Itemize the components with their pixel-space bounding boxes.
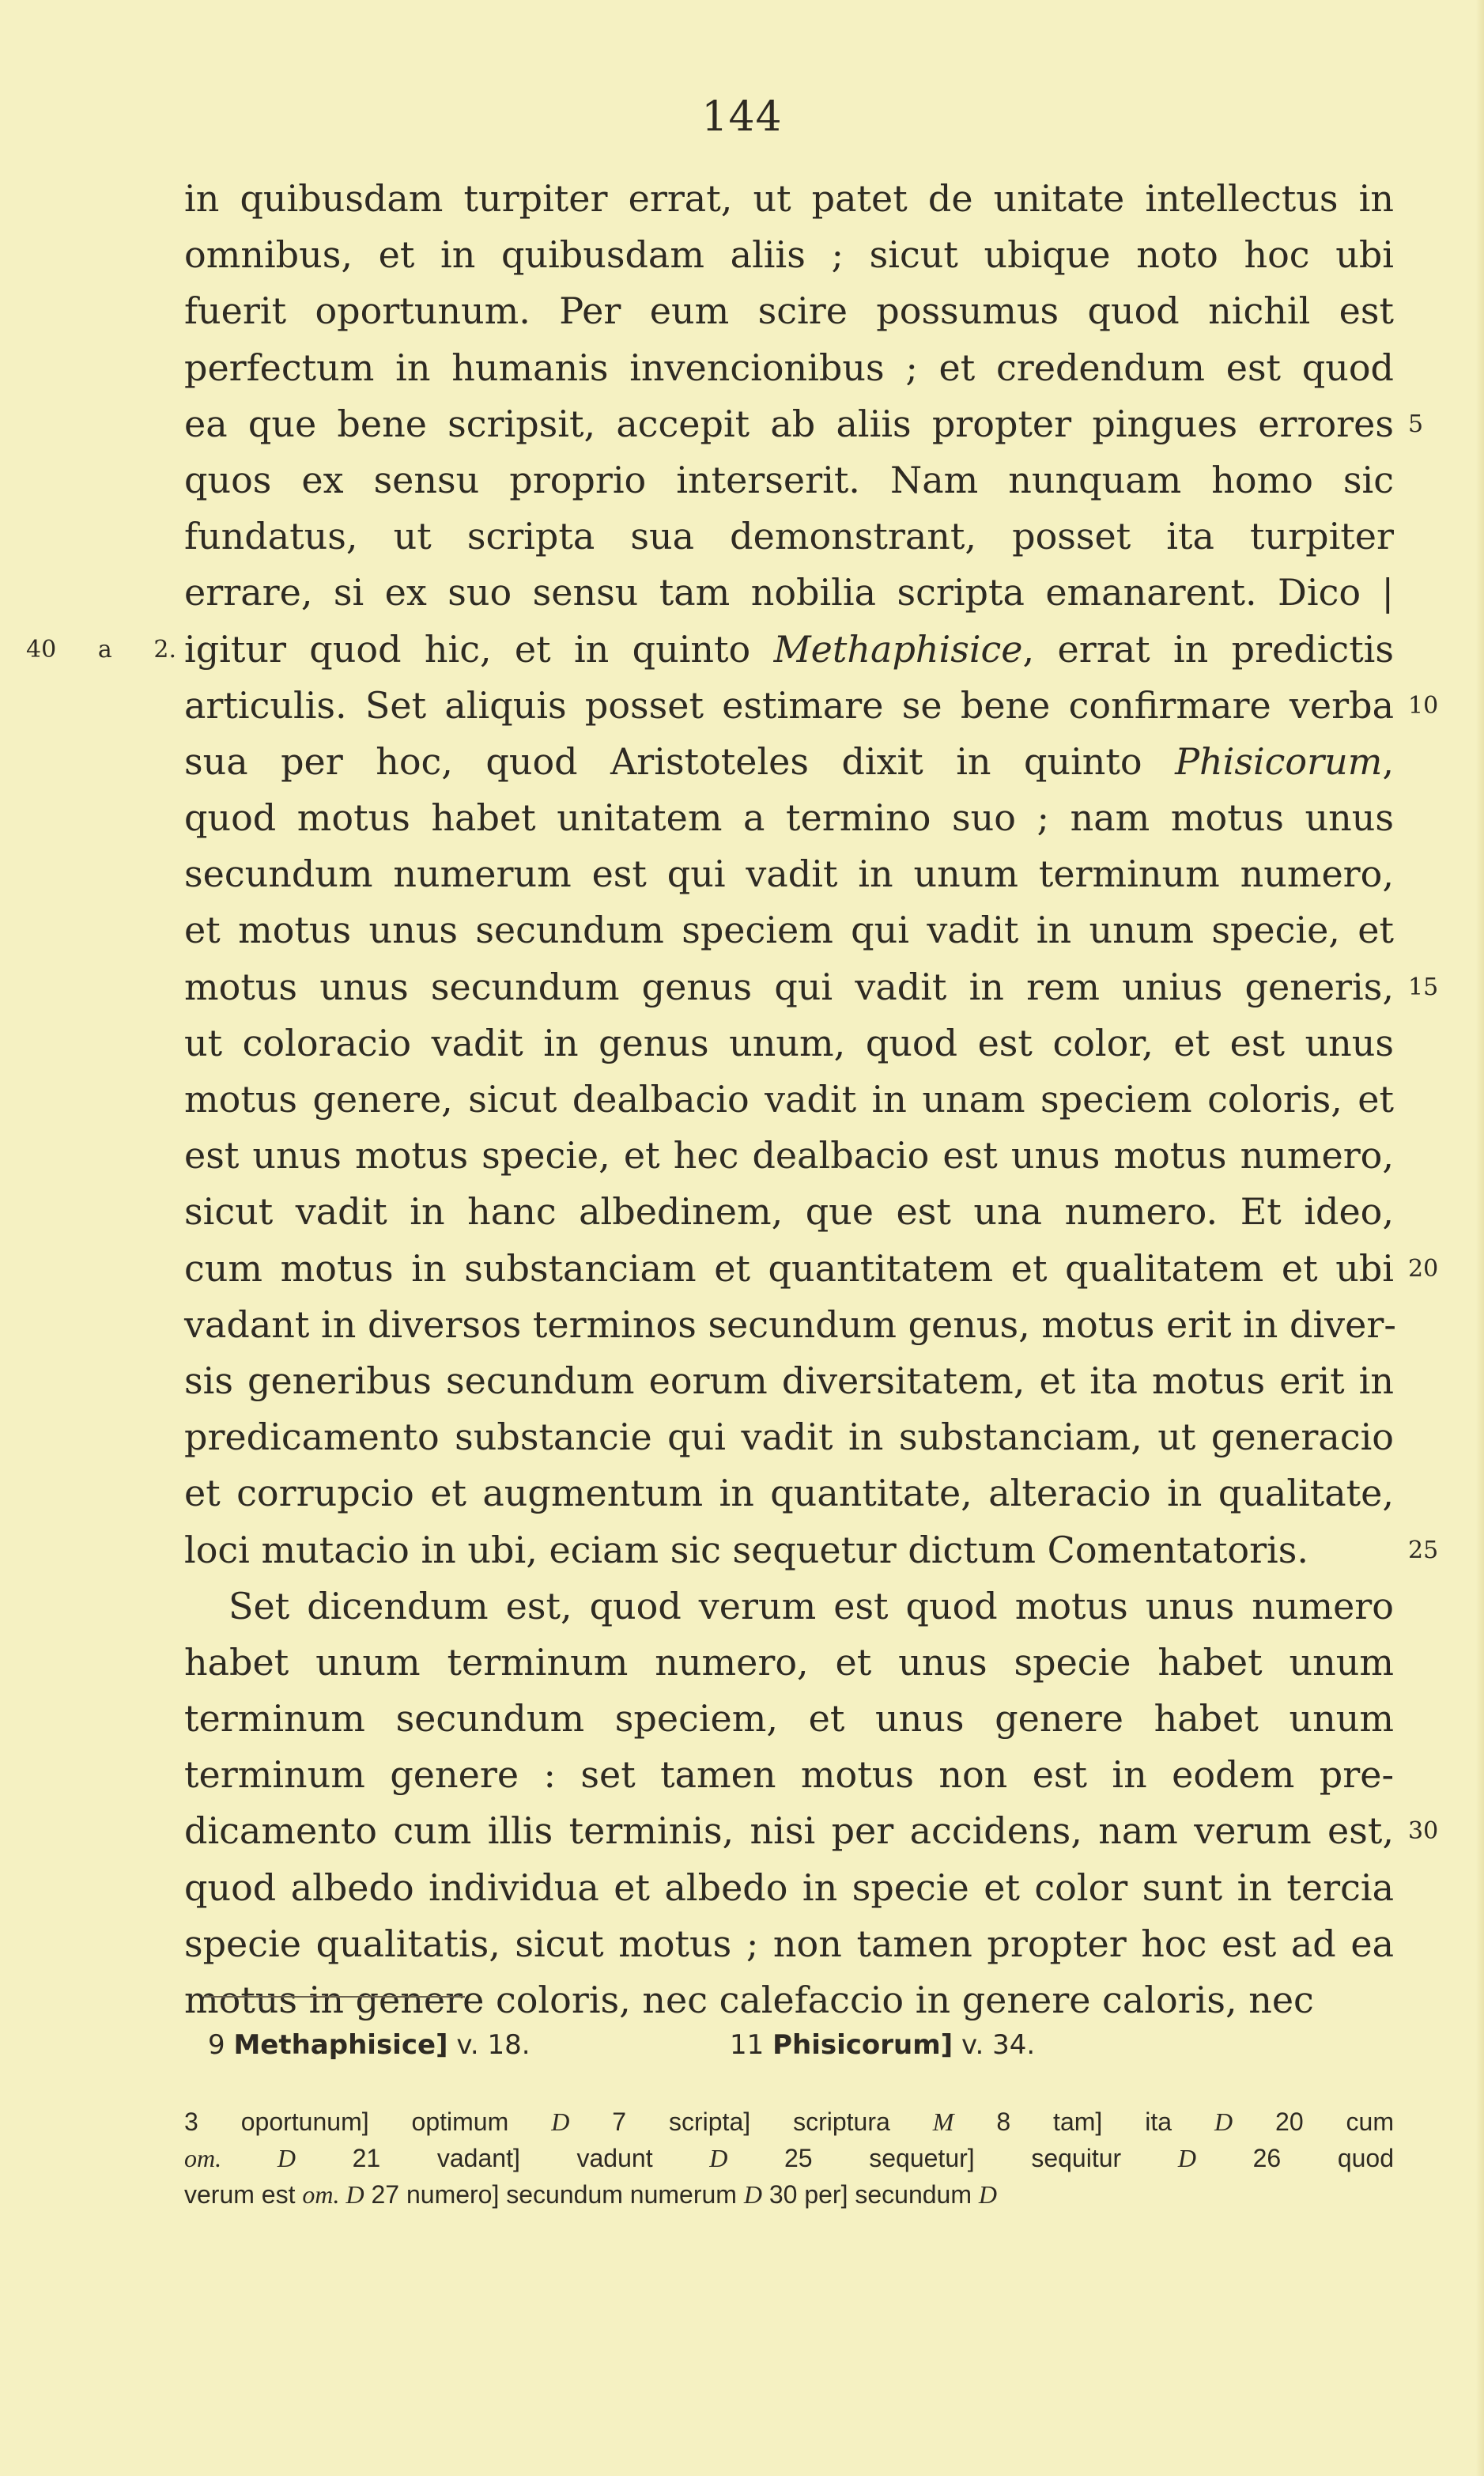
line-text: terminum genere : set tamen motus non est in eodem pre-: [184, 1753, 1394, 1797]
text-line: [184, 1184, 1394, 1240]
line-text: ,: [1382, 739, 1394, 783]
apparatus-line: [184, 2140, 1394, 2176]
line-text: motus in genere coloris, nec calefaccio in genere caloris, nec: [184, 1979, 1314, 2021]
line-text: motus unus secundum genus qui vadit in rem unius generis,: [184, 965, 1394, 1008]
text-line: [184, 1860, 1394, 1916]
apparatus-text: 25 sequetur] sequitur: [727, 2144, 1178, 2172]
apparatus-text: 3 oportunum] optimum: [184, 2107, 552, 2136]
text-line: [184, 1465, 1394, 1522]
manuscript-siglum: M: [932, 2107, 954, 2136]
note-number: 11: [730, 2029, 773, 2061]
line-text: terminum secundum speciem, et unus genere habet unum: [184, 1697, 1394, 1741]
margin-reference: 40 a 2.: [26, 635, 176, 663]
line-text: quos ex sensu proprio interserit. Nam nunquam homo sic: [184, 458, 1394, 501]
text-line: [184, 1128, 1394, 1184]
apparatus-line: [184, 2176, 1394, 2213]
apparatus-text: 20 cum: [1233, 2107, 1395, 2136]
apparatus-text: 7 scripta] scriptura: [569, 2107, 933, 2136]
line-text: secundum numerum est qui vadit in unum terminum numero,: [184, 852, 1394, 896]
line-number: 10: [1408, 691, 1439, 720]
line-number: 15: [1408, 973, 1439, 1001]
line-text: motus genere, sicut dealbacio vadit in unam speciem coloris, et: [184, 1078, 1394, 1121]
text-line: [184, 1578, 1394, 1635]
line-text: articulis. Set aliquis posset estimare se bene confirmare verba: [184, 683, 1394, 727]
text-line: [184, 227, 1394, 283]
note-lemma: Phisicorum]: [772, 2029, 953, 2061]
manuscript-siglum: D: [978, 2180, 997, 2209]
text-line: [184, 902, 1394, 958]
text-line: [184, 283, 1394, 339]
text-line: [184, 1297, 1394, 1353]
apparatus-text: 8 tam] ita: [953, 2107, 1214, 2136]
text-line: [184, 1409, 1394, 1465]
source-note: [208, 2029, 531, 2061]
apparatus-text: verum est: [184, 2180, 303, 2209]
variant-apparatus: [184, 2104, 1394, 2213]
text-line: [184, 565, 1394, 621]
line-text: in quibusdam turpiter errat, ut patet de unitate intellectus in: [184, 177, 1394, 220]
note-number: 9: [208, 2029, 234, 2061]
manuscript-siglum: D: [709, 2144, 728, 2172]
text-line: [184, 1241, 1439, 1297]
line-text: sis generibus secundum eorum diversitatem, et ita motus erit in: [184, 1359, 1394, 1402]
text-line: [184, 678, 1439, 734]
manuscript-siglum: D: [1214, 2107, 1233, 2136]
text-line: [184, 1691, 1394, 1747]
line-text: et corrupcio et augmentum in quantitate, alteracio in qualitate,: [184, 1472, 1394, 1515]
footnote-divider: [204, 1996, 465, 1998]
italic-title: Phisicorum: [1175, 739, 1383, 783]
note-reference: v. 18.: [447, 2029, 531, 2061]
line-text: Set dicendum est, quod verum est quod motus unus numero: [228, 1584, 1394, 1627]
line-text: fundatus, ut scripta sua demonstrant, posset ita turpiter: [184, 515, 1394, 558]
text-line: [184, 1803, 1439, 1859]
apparatus-text: 27 numero] secundum numerum: [364, 2180, 744, 2209]
line-text: cum motus in substanciam et quantitatem et qualitatem et ubi: [184, 1246, 1394, 1290]
main-text: [26, 171, 1439, 2028]
text-line: [184, 452, 1394, 508]
line-text: est unus motus specie, et hec dealbacio est unus motus numero,: [184, 1134, 1394, 1178]
text-line: [184, 790, 1394, 846]
manuscript-siglum: D: [743, 2180, 762, 2209]
line-text: omnibus, et in quibusdam aliis ; sicut ubique noto hoc ubi: [184, 233, 1394, 277]
text-line: [184, 959, 1439, 1015]
line-text: ea que bene scripsit, accepit ab aliis propter pingues errores: [184, 402, 1394, 445]
text-line: [184, 1353, 1394, 1409]
text-line: [184, 1015, 1394, 1072]
line-text: loci mutacio in ubi, eciam sic sequetur dictum Comentatoris.: [184, 1528, 1309, 1571]
page-edge: [1476, 0, 1484, 2476]
line-text: sua per hoc, quod Aristoteles dixit in quinto: [184, 739, 1176, 783]
text-line: [184, 340, 1394, 396]
line-text: quod albedo individua et albedo in specie et color sunt in tercia: [184, 1866, 1394, 1909]
text-line: [184, 171, 1394, 227]
line-number: 30: [1408, 1817, 1439, 1846]
line-text: sicut vadit in hanc albedinem, que est una numero. Et ideo,: [184, 1190, 1394, 1234]
line-number: 25: [1408, 1536, 1439, 1564]
manuscript-siglum: D: [551, 2107, 570, 2136]
manuscript-siglum: om. D: [302, 2180, 364, 2209]
apparatus-text: 21 vadant] vadunt: [295, 2144, 710, 2172]
line-text: fuerit oportunum. Per eum scire possumus quod nichil est: [184, 289, 1394, 333]
note-lemma: Methaphisice]: [233, 2029, 448, 2061]
line-text: ut coloracio vadit in genus unum, quod est color, et est unus: [184, 1021, 1394, 1064]
text-line: [184, 1635, 1394, 1691]
line-text: predicamento substancie qui vadit in substanciam, ut generacio: [184, 1416, 1394, 1459]
source-notes: [208, 2029, 1394, 2077]
text-line: [184, 846, 1394, 902]
text-line: [184, 1972, 1394, 2028]
line-text: dicamento cum illis terminis, nisi per accidens, nam verum est,: [184, 1809, 1394, 1853]
line-text: vadant in diversos terminos secundum genus, motus erit in diver-: [184, 1302, 1396, 1346]
text-line: [184, 396, 1424, 452]
page-number: 144: [701, 93, 783, 141]
line-text: quod motus habet unitatem a termino suo ; nam motus unus: [184, 796, 1394, 840]
line-number: 20: [1408, 1254, 1439, 1283]
manuscript-siglum: D: [1177, 2144, 1196, 2172]
text-line: [184, 1916, 1394, 1972]
text-line: [184, 1522, 1439, 1578]
apparatus-line: [184, 2104, 1394, 2140]
line-text: errare, si ex suo sensu tam nobilia scripta emanarent. Dico |: [184, 571, 1394, 614]
manuscript-siglum: om. D: [184, 2144, 296, 2172]
line-text: perfectum in humanis invencionibus ; et credendum est quod: [184, 346, 1394, 389]
text-line: [184, 1072, 1394, 1128]
italic-title: Methaphisice: [773, 627, 1023, 671]
text-line: [184, 1747, 1394, 1803]
line-text: et motus unus secundum speciem qui vadit in unum specie, et: [184, 909, 1394, 952]
line-text: specie qualitatis, sicut motus ; non tamen propter hoc est ad ea: [184, 1922, 1394, 1965]
text-line: [184, 508, 1394, 565]
apparatus-text: 26 quod: [1195, 2144, 1395, 2172]
line-text: , errat in predictis: [1022, 627, 1394, 671]
source-note: [730, 2029, 1035, 2061]
line-number: 5: [1408, 410, 1424, 438]
line-text: igitur quod hic, et in quinto: [184, 627, 774, 671]
text-line: [184, 734, 1394, 790]
text-line: [26, 622, 1394, 678]
line-text: habet unum terminum numero, et unus specie habet unum: [184, 1640, 1394, 1684]
note-reference: v. 34.: [953, 2029, 1036, 2061]
apparatus-text: 30 per] secundum: [761, 2180, 979, 2209]
